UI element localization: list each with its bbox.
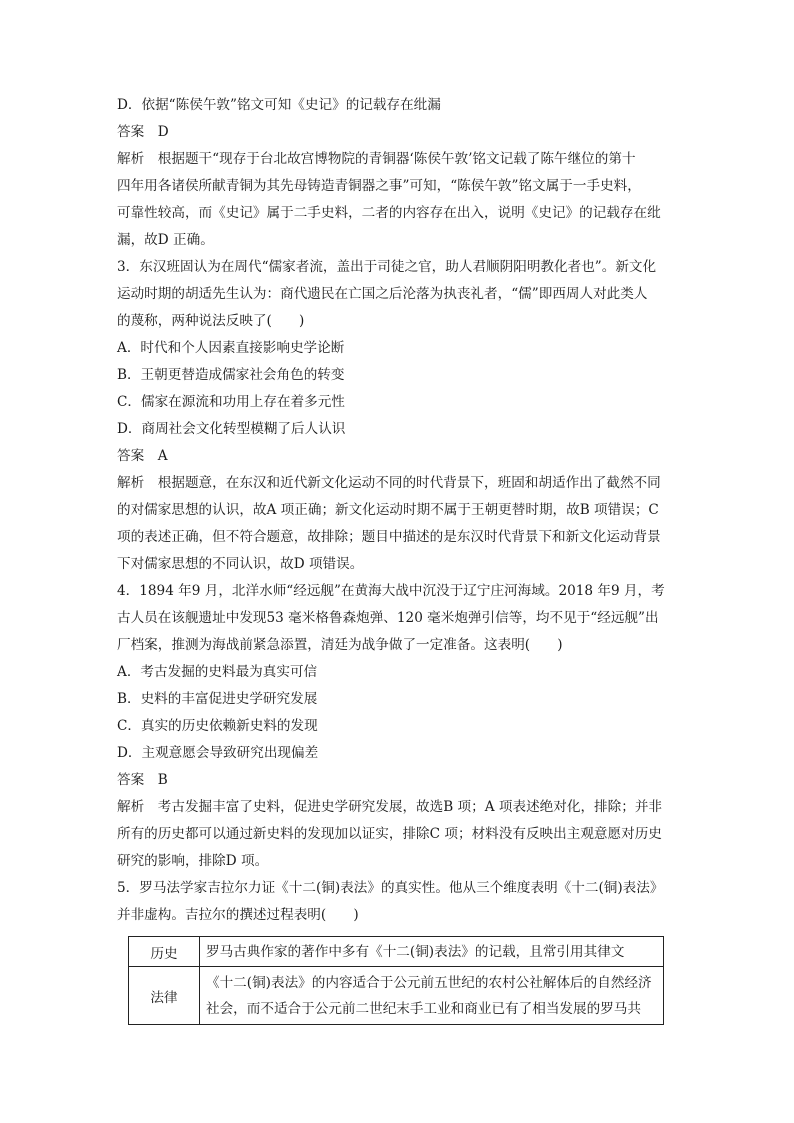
text-line: 漏，故D 正确。 xyxy=(117,232,214,248)
answer-line: 答案 D xyxy=(117,124,169,140)
text-line: 下对儒家思想的不同认识，故D 项错误。 xyxy=(117,556,364,572)
text-line: D．依据“陈侯午敦”铭文可知《史记》的记载存在纰漏 xyxy=(117,97,441,113)
option-line: C．真实的历史依赖新史料的发现 xyxy=(117,718,318,734)
table-key-cell: 历史 xyxy=(129,937,200,967)
option-line: B．史料的丰富促进史学研究发展 xyxy=(117,691,318,707)
text-line: 的蔑称，两种说法反映了( ) xyxy=(117,313,305,329)
text-line: 并非虚构。吉拉尔的撰述过程表明( ) xyxy=(117,907,359,923)
option-line: A．考古发掘的史料最为真实可信 xyxy=(117,664,318,680)
source-table xyxy=(128,936,664,1025)
question-line: 3．东汉班固认为在周代“儒家者流，盖出于司徒之官，助人君顺阴阳明教化者也”。新文化 xyxy=(117,259,657,275)
text-line: 厂档案，推测为海战前紧急添置，清廷为战争做了一定准备。这表明( ) xyxy=(117,637,563,653)
document-body xyxy=(117,92,681,929)
table-cell-line: 社会，而不适合于公元前二世纪末手工业和商业已有了相当发展的罗马共 xyxy=(206,1000,641,1017)
analysis-line: 解析 根据题干“现存于台北故宫博物院的青铜器‘陈侯午敦’铭文记载了陈午继位的第十 xyxy=(117,151,636,167)
table-cell-line: 《十二(铜)表法》的内容适合于公元前五世纪的农村公社解体后的自然经济 xyxy=(206,974,652,991)
option-line: C．儒家在源流和功用上存在着多元性 xyxy=(117,394,345,410)
text-line: 所有的历史都可以通过新史料的发现加以证实，排除C 项；材料没有反映出主观意愿对历史 xyxy=(117,826,662,842)
answer-line: 答案 A xyxy=(117,448,168,464)
table-key-cell: 法律 xyxy=(129,967,200,1025)
text-line: 项的表述正确，但不符合题意，故排除；题目中描述的是东汉时代背景下和新文化运动背景 xyxy=(117,529,661,545)
table-cell-line: 罗马古典作家的著作中多有《十二(铜)表法》的记载，且常引用其律文 xyxy=(206,943,625,960)
option-line: B．王朝更替造成儒家社会角色的转变 xyxy=(117,367,345,383)
option-line: A．时代和个人因素直接影响史学论断 xyxy=(117,340,345,356)
text-line: 四年用各诸侯所献青铜为其先母铸造青铜器之事”可知，“陈侯午敦”铭文属于一手史料， xyxy=(117,178,641,194)
table-row xyxy=(129,937,664,967)
answer-line: 答案 B xyxy=(117,772,168,788)
analysis-line: 解析 考古发掘丰富了史料，促进史学研究发展，故选B 项；A 项表述绝对化，排除；并非 xyxy=(117,799,663,815)
option-line: D．商周社会文化转型模糊了后人认识 xyxy=(117,421,346,437)
text-line: 研究的影响，排除D 项。 xyxy=(117,853,269,869)
text-line: 的对儒家思想的认识，故A 项正确；新文化运动时期不属于王朝更替时期，故B 项错误；C xyxy=(117,502,659,518)
table-value-cell xyxy=(200,967,664,1025)
question-line: 5．罗马法学家吉拉尔力证《十二(铜)表法》的真实性。他从三个维度表明《十二(铜)表法》 xyxy=(117,880,664,896)
question-line: 4．1894 年9 月，北洋水师“经远舰”在黄海大战中沉没于辽宁庄河海域。2018 年9 月，考 xyxy=(117,583,665,599)
table-value-cell xyxy=(200,937,664,967)
table-row xyxy=(129,967,664,1025)
text-line: 运动时期的胡适先生认为：商代遗民在亡国之后沦落为执丧礼者，“儒”即西周人对此类人 xyxy=(117,286,648,302)
text-line: 可靠性较高，而《史记》属于二手史料，二者的内容存在出入，说明《史记》的记载存在纰 xyxy=(117,205,661,221)
option-line: D．主观意愿会导致研究出现偏差 xyxy=(117,745,319,761)
analysis-line: 解析 根据题意，在东汉和近代新文化运动不同的时代背景下，班固和胡适作出了截然不同 xyxy=(117,475,661,491)
text-line: 古人员在该舰遗址中发现53 毫米格鲁森炮弹、120 毫米炮弹引信等，均不见于“经远舰”出 xyxy=(117,610,659,626)
